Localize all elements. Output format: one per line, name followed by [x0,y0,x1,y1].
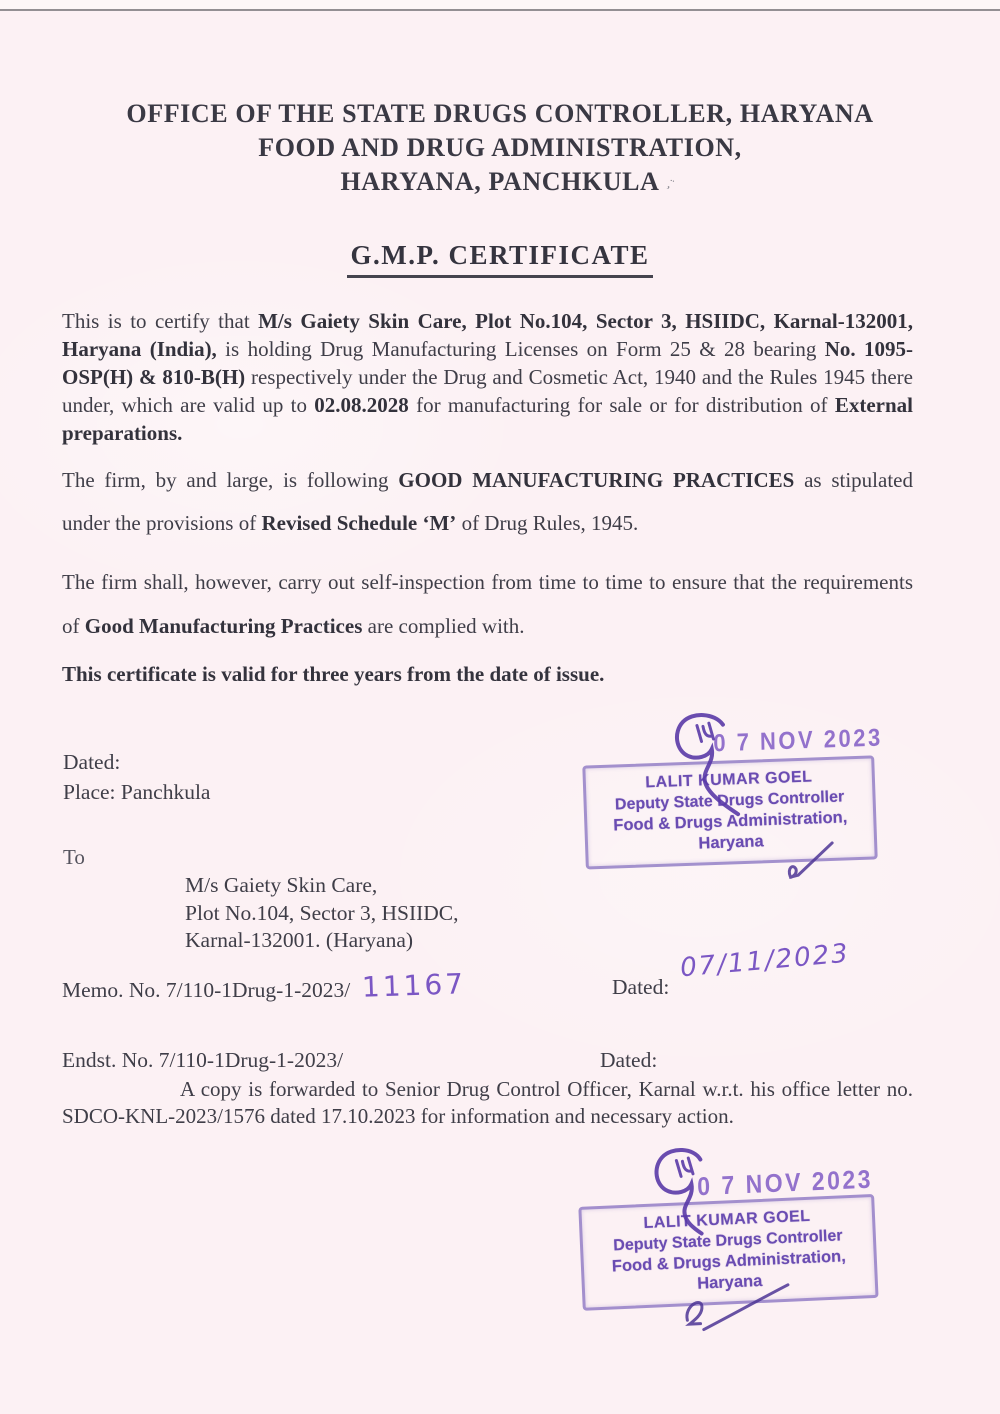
signature-scribble-icon [640,1142,740,1261]
stamp-officer-name: LALIT KUMAR GOEL [645,768,813,792]
memo-dated-label: Dated: [612,975,670,999]
date-stamp: 0 7 NOV 2023 [713,723,883,757]
signature-tail-icon [670,1279,803,1347]
endst-number-row: Endst. No. 7/110-1Drug-1-2023/ [62,1048,344,1072]
address-line-2: Plot No.104, Sector 3, HSIIDC, [185,900,459,925]
inspection-text-1: The firm shall, however, carry out self-inspection from time to time to ensure that the requirements of [62,570,913,638]
dated-label: Dated: [63,750,121,774]
certificate-title: G.M.P. CERTIFICATE [347,240,652,278]
memo-date-handwritten: 07/11/2023 [679,938,851,984]
certify-text-2: is holding Drug Manufacturing Licenses on Form 25 & 28 bearing [216,337,825,361]
scan-edge-strip [0,0,1000,9]
official-stamp-bottom [568,1135,906,1349]
memo-number-label: Memo. No. 7/110-1Drug-1-2023/ [62,978,351,1002]
header-line-2: FOOD AND DRUG ADMINISTRATION, [258,133,742,162]
forwarding-paragraph: A copy is forwarded to Senior Drug Control Officer, Karnal w.r.t. his office letter no. SDCO-KNL-2023/1576 dated 17.10.2023 for information and necessary action. [62,1077,913,1128]
schedule-m-phrase: Revised Schedule ‘M’ [261,511,457,535]
stamp-officer-title: Deputy State Drugs Controller [614,788,845,814]
validity-statement: This certificate is valid for three years from the date of issue. [62,662,605,686]
signature-tail-icon [777,837,839,884]
signature-scribble-icon [662,709,761,827]
place-label: Place: Panchkula [63,780,211,804]
gmp-text-1: The firm, by and large, is following [62,468,399,492]
stamp-officer-title: Deputy State Drugs Controller [612,1227,843,1255]
title-row [0,240,1000,278]
header-line-1: OFFICE OF THE STATE DRUGS CONTROLLER, HARYANA [126,99,874,128]
certify-text-4: for manufacturing for sale or for distribution of [408,393,835,417]
date-stamp: 0 7 NOV 2023 [696,1164,874,1201]
certify-paragraph [62,307,913,447]
gmp-phrase: GOOD MANUFACTURING PRACTICES [398,468,795,492]
scan-edge-line [0,9,1000,11]
gmp-requirements-phrase: Good Manufacturing Practices [84,614,363,638]
address-line-1: M/s Gaiety Skin Care, [185,873,378,897]
inspection-text-2: are complied with. [362,614,525,638]
header-line-3: HARYANA, PANCHKULA [340,167,660,196]
license-numbers: No. 1095-OSP(H) & 810-B(H) [62,337,914,389]
self-inspection-paragraph [62,560,913,648]
certify-text-3: respectively under the Drug and Cosmetic Act, 1940 and the Rules 1945 there under, which are valid up to [62,365,913,417]
gmp-paragraph [62,459,913,545]
scan-artifact-mark: ,̈ [665,175,676,192]
memo-number-row [62,967,467,1004]
recipient-address [185,872,459,955]
gmp-text-3: of Drug Rules, 1945. [456,511,639,535]
preparation-type: External preparations. [62,393,913,445]
certify-text-1: This is to certify that [62,309,259,333]
memo-number-handwritten: 11167 [361,967,467,1004]
valid-until-date: 02.08.2028 [314,393,409,417]
office-header [0,97,1000,199]
to-label: To [63,845,85,869]
firm-name-address: M/s Gaiety Skin Care, Plot No.104, Sector 3, HSIIDC, Karnal-132001, Haryana (India), [62,309,913,361]
stamp-organization: Food & Drugs Administration, Haryana [613,808,848,853]
endst-dated-label: Dated: [600,1048,658,1072]
stamp-organization: Food & Drugs Administration, Haryana [611,1247,847,1293]
address-line-3: Karnal-132001. (Haryana) [185,928,414,952]
gmp-text-2: as stipulated under the provisions of [62,468,913,535]
stamp-officer-name: LALIT KUMAR GOEL [643,1207,811,1233]
dated-place-block [63,747,210,807]
official-stamp-top [575,706,912,917]
